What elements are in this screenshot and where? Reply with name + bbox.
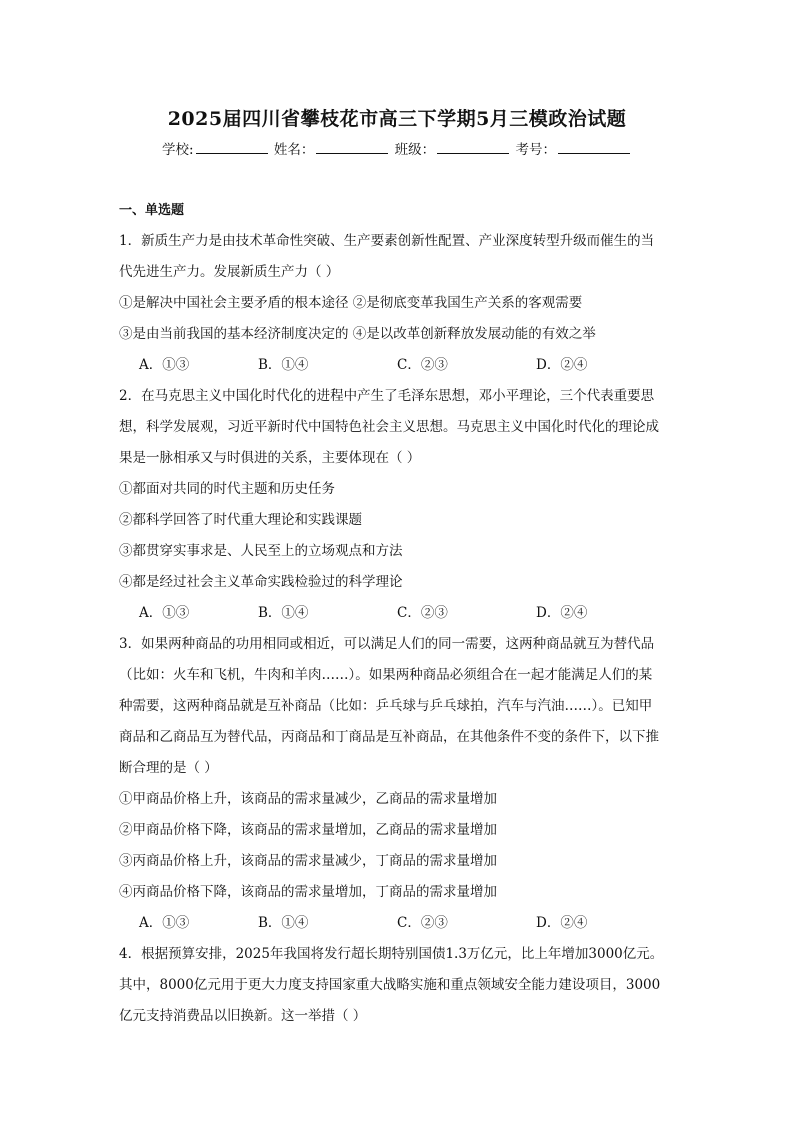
question-item: ③都贯穿实事求是、人民至上的立场观点和方法 [119, 543, 403, 559]
question-item: ①是解决中国社会主要矛盾的根本途径 ②是彻底变革我国生产关系的客观需要 [119, 295, 583, 311]
class-blank[interactable] [437, 141, 509, 154]
question-stem-line: 亿元支持消费品以旧换新。这一举措（ ） [119, 1008, 367, 1024]
question-stem-line: 2．在马克思主义中国化时代化的进程中产生了毛泽东思想，邓小平理论，三个代表重要思 [119, 388, 655, 404]
question-stem-line: 果是一脉相承又与时俱进的关系，主要体现在（ ） [119, 450, 421, 466]
question-item: ④丙商品价格下降，该商品的需求量增加，丁商品的需求量增加 [119, 884, 497, 900]
question-stem-line: （比如：火车和飞机，牛肉和羊肉……）。如果两种商品必须组合在一起才能满足人们的某 [119, 667, 653, 683]
question-item: ①甲商品价格上升，该商品的需求量减少，乙商品的需求量增加 [119, 791, 497, 807]
page-title: 2025届四川省攀枝花市高三下学期5月三模政治试题 [167, 108, 627, 130]
answer-options [119, 908, 681, 939]
class-label: 班级： [394, 142, 436, 158]
question-stem-line: 3．如果两种商品的功用相同或相近，可以满足人们的同一需要，这两种商品就互为替代品 [119, 636, 655, 652]
question-stem-line: 商品和乙商品互为替代品，丙商品和丁商品是互补商品，在其他条件不变的条件下，以下推 [119, 729, 659, 745]
answer-option[interactable]: B．①④ [258, 357, 309, 373]
question-item: ①都面对共同的时代主题和历史任务 [119, 481, 335, 497]
question-stem-line: 其中，8000亿元用于更大力度支持国家重大战略实施和重点领域安全能力建设项目，3000 [119, 977, 661, 993]
question-stem-line: 1．新质生产力是由技术革命性突破、生产要素创新性配置、产业深度转型升级而催生的当 [119, 233, 655, 249]
question-block [119, 226, 681, 381]
answer-option[interactable]: A．①③ [139, 357, 190, 373]
answer-options [119, 350, 681, 381]
answer-option[interactable]: C．②③ [397, 915, 448, 931]
answer-option[interactable]: B．①④ [258, 605, 309, 621]
question-list [119, 200, 681, 1032]
exam-no-label: 考号： [515, 142, 556, 158]
student-info-row [0, 138, 794, 158]
school-label: 学校: [162, 142, 194, 158]
answer-option[interactable]: D．②④ [536, 357, 588, 373]
question-block [119, 381, 681, 629]
answer-option[interactable]: A．①③ [139, 605, 190, 621]
question-block [119, 939, 681, 1032]
question-stem-line: 断合理的是（ ） [119, 760, 218, 776]
exam-no-blank[interactable] [558, 141, 630, 154]
school-blank[interactable] [196, 141, 268, 154]
answer-option[interactable]: C．②③ [397, 605, 448, 621]
answer-option[interactable]: A．①③ [139, 915, 190, 931]
name-label: 姓名： [273, 142, 315, 158]
name-blank[interactable] [316, 141, 388, 154]
question-item: ②都科学回答了时代重大理论和实践课题 [119, 512, 362, 528]
question-item: ②甲商品价格下降，该商品的需求量增加，乙商品的需求量增加 [119, 822, 497, 838]
answer-option[interactable]: C．②③ [397, 357, 448, 373]
question-item: ③是由当前我国的基本经济制度决定的 ④是以改革创新释放发展动能的有效之举 [119, 326, 596, 342]
answer-option[interactable]: B．①④ [258, 915, 309, 931]
questions-container [119, 226, 681, 1032]
question-item: ④都是经过社会主义革命实践检验过的科学理论 [119, 574, 403, 590]
question-item: ③丙商品价格上升，该商品的需求量减少，丁商品的需求量增加 [119, 853, 497, 869]
question-stem-line: 4．根据预算安排，2025年我国将发行超长期特别国债1.3万亿元，比上年增加3000亿元。 [119, 946, 664, 962]
question-stem-line: 代先进生产力。发展新质生产力（ ） [119, 264, 340, 280]
answer-option[interactable]: D．②④ [536, 605, 588, 621]
question-stem-line: 种需要，这两种商品就是互补商品（比如：乒乓球与乒乓球拍，汽车与汽油……）。已知甲 [119, 698, 653, 714]
answer-option[interactable]: D．②④ [536, 915, 588, 931]
section-title: 一、单选题 [119, 203, 185, 218]
answer-options [119, 598, 681, 629]
question-block [119, 629, 681, 939]
question-stem-line: 想，科学发展观，习近平新时代中国特色社会主义思想。马克思主义中国化时代化的理论成 [119, 419, 659, 435]
